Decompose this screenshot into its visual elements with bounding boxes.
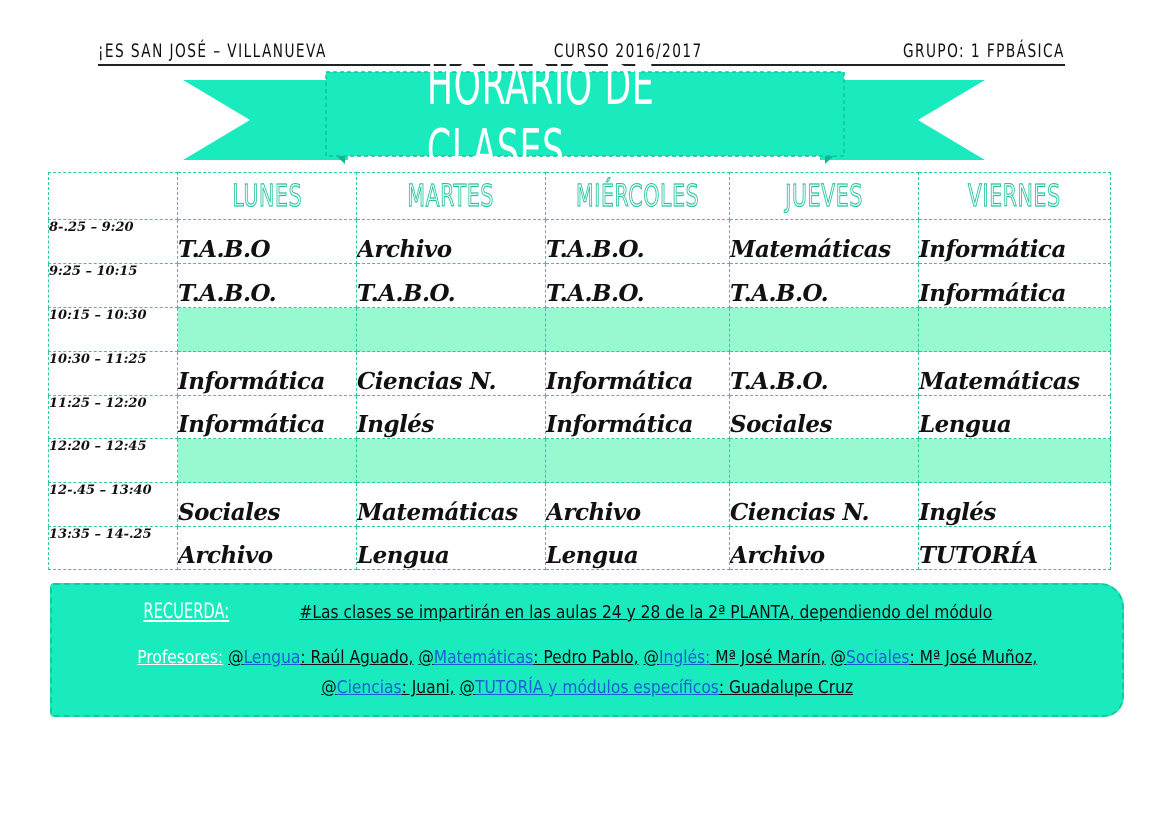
teachers-line: @Ciencias: Juani, @TUTORÍA y módulos específicos: Guadalupe Cruz <box>321 677 853 698</box>
course-year: CURSO 2016/2017 <box>553 40 703 62</box>
subject-cell: Sociales <box>730 396 919 439</box>
reminder-line <box>52 599 1122 623</box>
day-header: VIERNES <box>919 173 1111 220</box>
teacher-subject: TUTORÍA y módulos específicos <box>474 677 719 698</box>
group-name: GRUPO: 1 FPBÁSICA <box>903 40 1065 62</box>
classroom-note: #Las clases se impartirán en las aulas 24 y 28 de la 2ª PLANTA, dependiendo del módulo <box>299 602 993 623</box>
schedule-row <box>49 352 1111 396</box>
teacher-name: : Mª José Muñoz, <box>909 647 1037 668</box>
subject-cell: Informática <box>546 396 730 439</box>
teacher-subject: Ciencias <box>336 677 402 698</box>
subject-cell: Informática <box>178 396 357 439</box>
time-slot: 12-.45 – 13:40 <box>49 483 178 527</box>
time-slot: 10:15 – 10:30 <box>49 308 178 352</box>
break-cell <box>178 308 357 352</box>
time-slot: 12:20 – 12:45 <box>49 439 178 483</box>
subject-cell: Informática <box>919 264 1111 308</box>
teacher-name: Mª José Marín, <box>710 647 826 668</box>
schedule-row <box>49 483 1111 527</box>
schedule-row <box>49 527 1111 570</box>
day-header: LUNES <box>178 173 357 220</box>
subject-cell: T.A.B.O. <box>546 264 730 308</box>
subject-cell: Archivo <box>730 527 919 570</box>
break-cell <box>919 439 1111 483</box>
subject-cell: Ciencias N. <box>357 352 546 396</box>
subject-cell: Archivo <box>178 527 357 570</box>
break-cell <box>546 308 730 352</box>
teacher-name: : Juani, <box>401 677 455 698</box>
time-slot: 8-.25 – 9:20 <box>49 220 178 264</box>
teacher-name: : Guadalupe Cruz <box>718 677 853 698</box>
subject-cell: Archivo <box>546 483 730 527</box>
break-cell <box>357 439 546 483</box>
days-header-row <box>49 173 1111 220</box>
time-slot: 11:25 – 12:20 <box>49 396 178 439</box>
day-header: JUEVES <box>730 173 919 220</box>
break-row <box>49 439 1111 483</box>
subject-cell: Archivo <box>357 220 546 264</box>
subject-cell: T.A.B.O. <box>546 220 730 264</box>
subject-cell: Lengua <box>919 396 1111 439</box>
break-cell <box>178 439 357 483</box>
subject-cell: T.A.B.O. <box>357 264 546 308</box>
schedule-table <box>48 172 1111 570</box>
break-cell <box>730 308 919 352</box>
day-header: MARTES <box>357 173 546 220</box>
subject-cell: Ciencias N. <box>730 483 919 527</box>
teacher-subject: Matemáticas <box>433 647 533 668</box>
banner-left-ribbon <box>183 80 348 160</box>
schedule-row <box>49 396 1111 439</box>
subject-cell: T.A.B.O. <box>178 264 357 308</box>
subject-cell: Informática <box>178 352 357 396</box>
recuerda-label: RECUERDA: <box>143 599 230 623</box>
subject-cell: Sociales <box>178 483 357 527</box>
teacher-name: : Pedro Pablo, <box>532 647 639 668</box>
time-slot: 10:30 – 11:25 <box>49 352 178 396</box>
page-title: HORARIO DE CLASES <box>426 53 655 183</box>
time-slot: 9:25 – 10:15 <box>49 264 178 308</box>
break-cell <box>919 308 1111 352</box>
teachers-line: Profesores: @Lengua: Raúl Aguado, @Matemáticas: Pedro Pablo, @Inglés: Mª José Marín, @Sociales: Mª José Muñoz, <box>137 647 1037 668</box>
schedule-row <box>49 264 1111 308</box>
subject-cell: Inglés <box>919 483 1111 527</box>
break-cell <box>730 439 919 483</box>
subject-cell: Informática <box>919 220 1111 264</box>
teacher-name: : Raúl Aguado, <box>300 647 414 668</box>
school-name: ¡ES SAN JOSÉ – VILLANUEVA <box>98 40 327 62</box>
subject-cell: Matemáticas <box>919 352 1111 396</box>
banner-right-ribbon <box>820 80 985 160</box>
teacher-subject: Sociales <box>845 647 910 668</box>
teacher-subject: Inglés: <box>658 647 711 668</box>
subject-cell: Lengua <box>546 527 730 570</box>
subject-cell: Informática <box>546 352 730 396</box>
schedule-row <box>49 220 1111 264</box>
break-cell <box>357 308 546 352</box>
reminder-box <box>50 583 1124 717</box>
subject-cell: Matemáticas <box>730 220 919 264</box>
time-slot: 13:35 – 14-.25 <box>49 527 178 570</box>
break-cell <box>546 439 730 483</box>
corner-cell <box>49 173 178 220</box>
subject-cell: Inglés <box>357 396 546 439</box>
break-row <box>49 308 1111 352</box>
profesores-label: Profesores: <box>137 647 223 668</box>
day-header: MIÉRCOLES <box>546 173 730 220</box>
subject-cell: Lengua <box>357 527 546 570</box>
subject-cell: T.A.B.O. <box>730 264 919 308</box>
subject-cell: TUTORÍA <box>919 527 1111 570</box>
subject-cell: T.A.B.O <box>178 220 357 264</box>
subject-cell: Matemáticas <box>357 483 546 527</box>
subject-cell: T.A.B.O. <box>730 352 919 396</box>
teacher-subject: Lengua <box>243 647 301 668</box>
